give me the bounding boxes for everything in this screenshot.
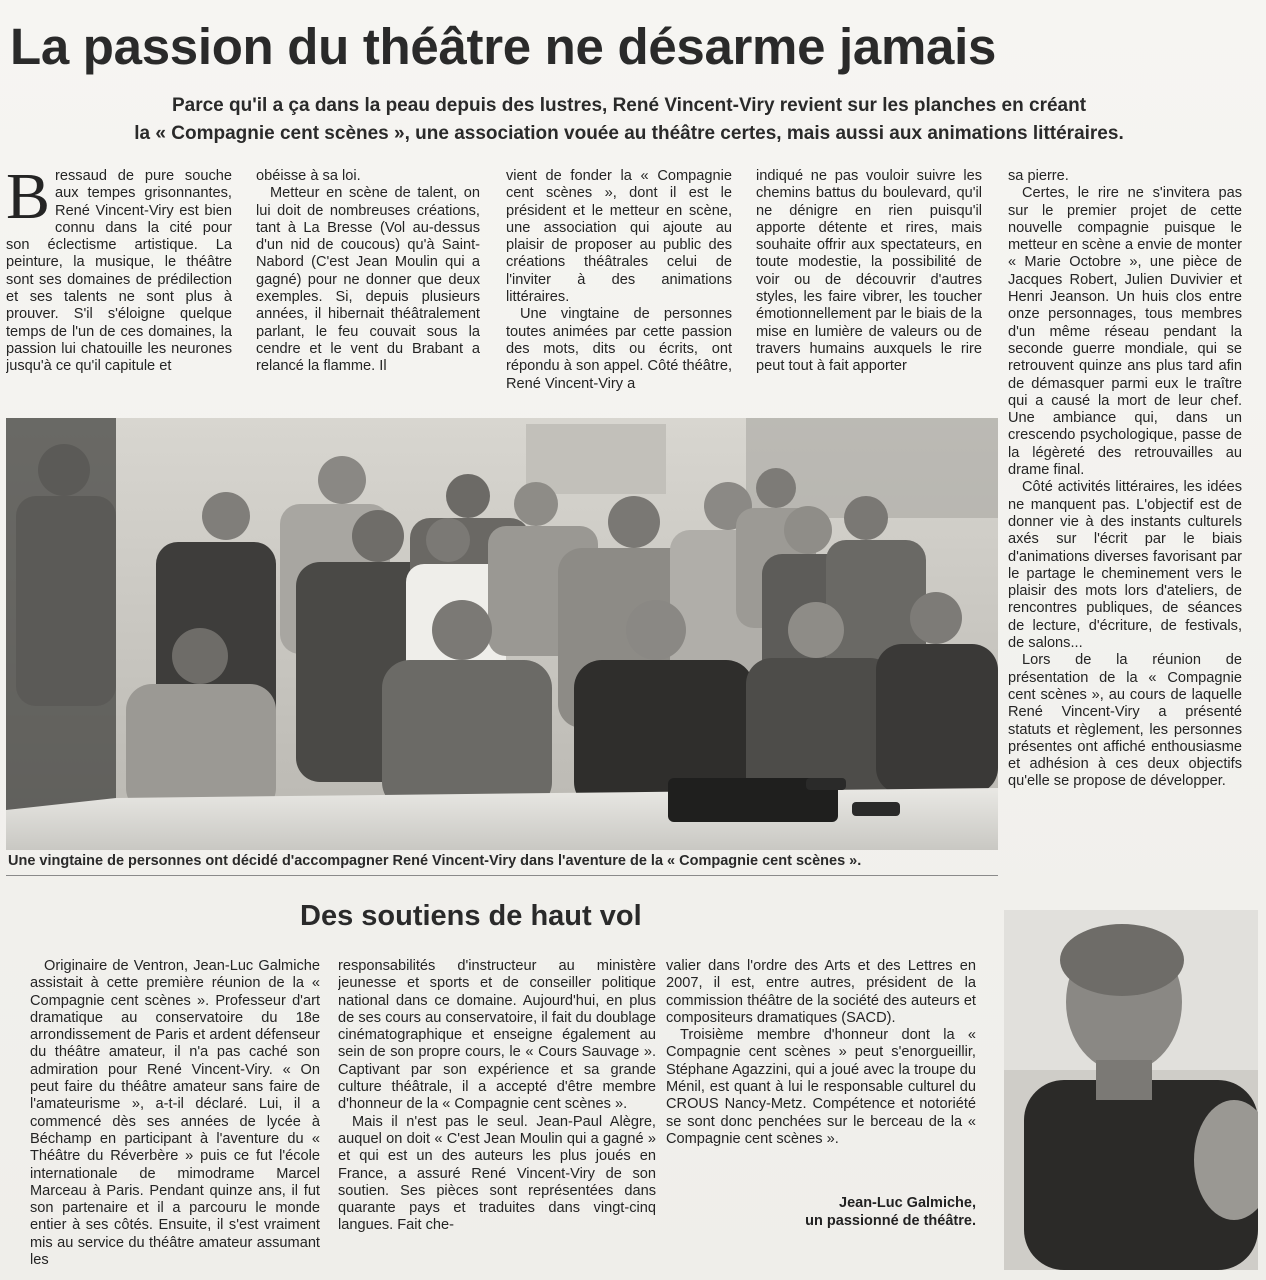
- section-divider: [6, 875, 998, 876]
- article-paragraph: sa pierre.: [1008, 168, 1069, 184]
- lead-line-1: Parce qu'il a ça dans la peau depuis des lustres, René Vincent-Viry revient sur les planches en créant: [171, 95, 1087, 116]
- portrait-caption-line-1: Jean-Luc Galmiche,: [839, 1195, 976, 1211]
- article-paragraph: Côté activités littéraires, les idées ne manquent pas. L'objectif est de donner vie à des instants culturels axés sur l'écrit par le biais d'animations diverses favorisant par le partage le cheminement vers le plaisir des mots lors d'ateliers, de rencontres publiques, de séances de lecture, d'écriture, de festivals, de salons...: [1008, 479, 1242, 652]
- sidebar-column-1: [30, 958, 320, 1274]
- article-paragraph: Certes, le rire ne s'invitera pas sur le premier projet de cette nouvelle compagnie puisque le metteur en scène a envie de monter « Marie Octobre », une pièce de Jacques Robert, Julien Duvivier et Henri Jeanson. Un huis clos entre onze personnages, tous membres d'un même réseau pendant la seconde guerre mondiale, qui se retrouvent quinze ans plus tard afin de démasquer parmi eux le traître qui a causé la mort de leur chef. Une ambiance qui, dans un crescendo psychologique, passe de la légèreté des retrouvailles au drame final.: [1008, 185, 1242, 479]
- article-paragraph: Metteur en scène de talent, on lui doit de nombreuses créations, tant à La Bresse (Vol au-dessus d'un nid de coucous) qu'à Saint-Nabord (C'est Jean Moulin qui a gagné) pour ne donner que deux exemples. Si, depuis plusieurs années, il hibernait théâtralement parlant, le feu couvait sous la cendre et le vent du Brabant a relancé la flamme. Il: [256, 185, 480, 375]
- group-photo: [6, 418, 998, 850]
- sidebar-paragraph: Mais il n'est pas le seul. Jean-Paul Alègre, auquel on doit « C'est Jean Moulin qui a gagné » et qui est un des auteurs les plus joués en France, a assuré René Vincent-Viry de son soutien. Ses pièces sont représentées dans quarante pays et traduites dans vingt-cinq langues. Fait che-: [338, 1113, 656, 1234]
- article-paragraph: vient de fonder la « Compagnie cent scènes », dont il est le président et le metteur en scène, une association qui ajoute au plaisir de proposer au public des créations théâtrales celui de l'inviter à des animations littéraires.: [506, 168, 732, 306]
- portrait-caption: [790, 1194, 976, 1230]
- article-column-3: [506, 168, 732, 406]
- article-column-4: [756, 168, 982, 406]
- article-column-5: [1008, 168, 1242, 880]
- sidebar-paragraph: valier dans l'ordre des Arts et des Lettres en 2007, il est, entre autres, président de la commission théâtre de la société des auteurs et compositeurs dramatiques (SACD).: [666, 958, 976, 1026]
- sidebar-paragraph: responsabilités d'instructeur au ministère jeunesse et sports et de conseiller politique national dans ce domaine. Aujourd'hui, en plus de ses cours au conservatoire, il fait du doublage cinématographique et enseigne également au sein de son propre cours, le « Cours Sauvage ». Captivant par son expérience et sa grande culture théâtrale, il a accepté d'être membre d'honneur de la « Compagnie cent scènes ».: [338, 958, 656, 1113]
- headline: La passion du théâtre ne désarme jamais: [10, 18, 997, 75]
- article-paragraph: Bressaud de pure souche aux tempes grisonnantes, René Vincent-Viry est bien connu dans la cité pour son éclectisme artistique. La peinture, la musique, le théâtre sont ses domaines de prédilection et ses talents ne sont plus à prouver. S'il s'éloigne quelque temps de l'un de ces domaines, la passion lui chatouille les neurones jusqu'à ce qu'il capitule et: [6, 168, 232, 375]
- sidebar-column-3: [666, 958, 976, 1182]
- sidebar-paragraph: Troisième membre d'honneur dont la « Compagnie cent scènes » peut s'enorgueillir, Stéphane Agazzini, qui a joué avec la troupe du Ménil, est quant à lui le responsable culturel du CROUS Nancy-Metz. Compétence et notoriété se sont donc penchées sur le berceau de la « Compagnie cent scènes ».: [666, 1027, 976, 1147]
- drop-cap: B: [6, 168, 51, 233]
- portrait-photo: [1004, 910, 1258, 1270]
- article-paragraph: Une vingtaine de personnes toutes animées par cette passion des mots, dits ou écrits, ont répondu à son appel. Côté théâtre, René Vincent-Viry a: [506, 306, 732, 392]
- photo-caption: Une vingtaine de personnes ont décidé d'accompagner René Vincent-Viry dans l'aventure de la « Compagnie cent scènes ».: [8, 853, 862, 869]
- portrait-caption-line-2: un passionné de théâtre.: [805, 1213, 976, 1229]
- lead-line-2: la « Compagnie cent scènes », une association vouée au théâtre certes, mais aussi aux animations littéraires.: [134, 123, 1124, 144]
- article-paragraph: Lors de la réunion de présentation de la « Compagnie cent scènes », au cours de laquelle René Vincent-Viry a présenté statuts et règlement, les personnes présentes ont affiché enthousiasme et adhésion à ces deux objectifs qu'elle se propose de développer.: [1008, 652, 1242, 790]
- lead-paragraph: [4, 92, 1254, 148]
- article-column-2: [256, 168, 480, 406]
- sidebar-paragraph: Originaire de Ventron, Jean-Luc Galmiche assistait à cette première réunion de la « Compagnie cent scènes ». Professeur d'art dramatique au conservatoire du 18e arrondissement de Paris et ardent défenseur du théâtre amateur, il n'a pas caché son admiration pour René Vincent-Viry. « On peut faire du théâtre amateur sans faire de l'amateurisme », a-t-il déclaré. Lui, il a commencé dès ses années de lycée à Béchamp en participant à l'aventure du « Théâtre du Réverbère » puis ce fut l'école internationale de mimodrame Marcel Marceau à Paris. Pendant quinze ans, il fut son partenaire et il a parcouru le monde entier à ses côtés. Ensuite, il s'est vraiment mis au service du théâtre amateur assumant les: [30, 958, 320, 1269]
- article-paragraph: indiqué ne pas vouloir suivre les chemins battus du boulevard, qu'il ne dénigre en rien puisqu'il apporte détente et rires, mais souhaite offrir aux spectateurs, en toute modestie, la possibilité de voir ou de découvrir d'autres styles, les faire vibrer, les toucher émotionnellement par le biais de la mise en lumière de valeurs ou de travers humains auxquels le rire peut tout à fait apporter: [756, 168, 982, 375]
- sidebar-column-2: [338, 958, 656, 1274]
- article-paragraph: obéisse à sa loi.: [256, 168, 361, 184]
- sidebar-subhead: Des soutiens de haut vol: [300, 900, 642, 932]
- article-column-1: [6, 168, 232, 406]
